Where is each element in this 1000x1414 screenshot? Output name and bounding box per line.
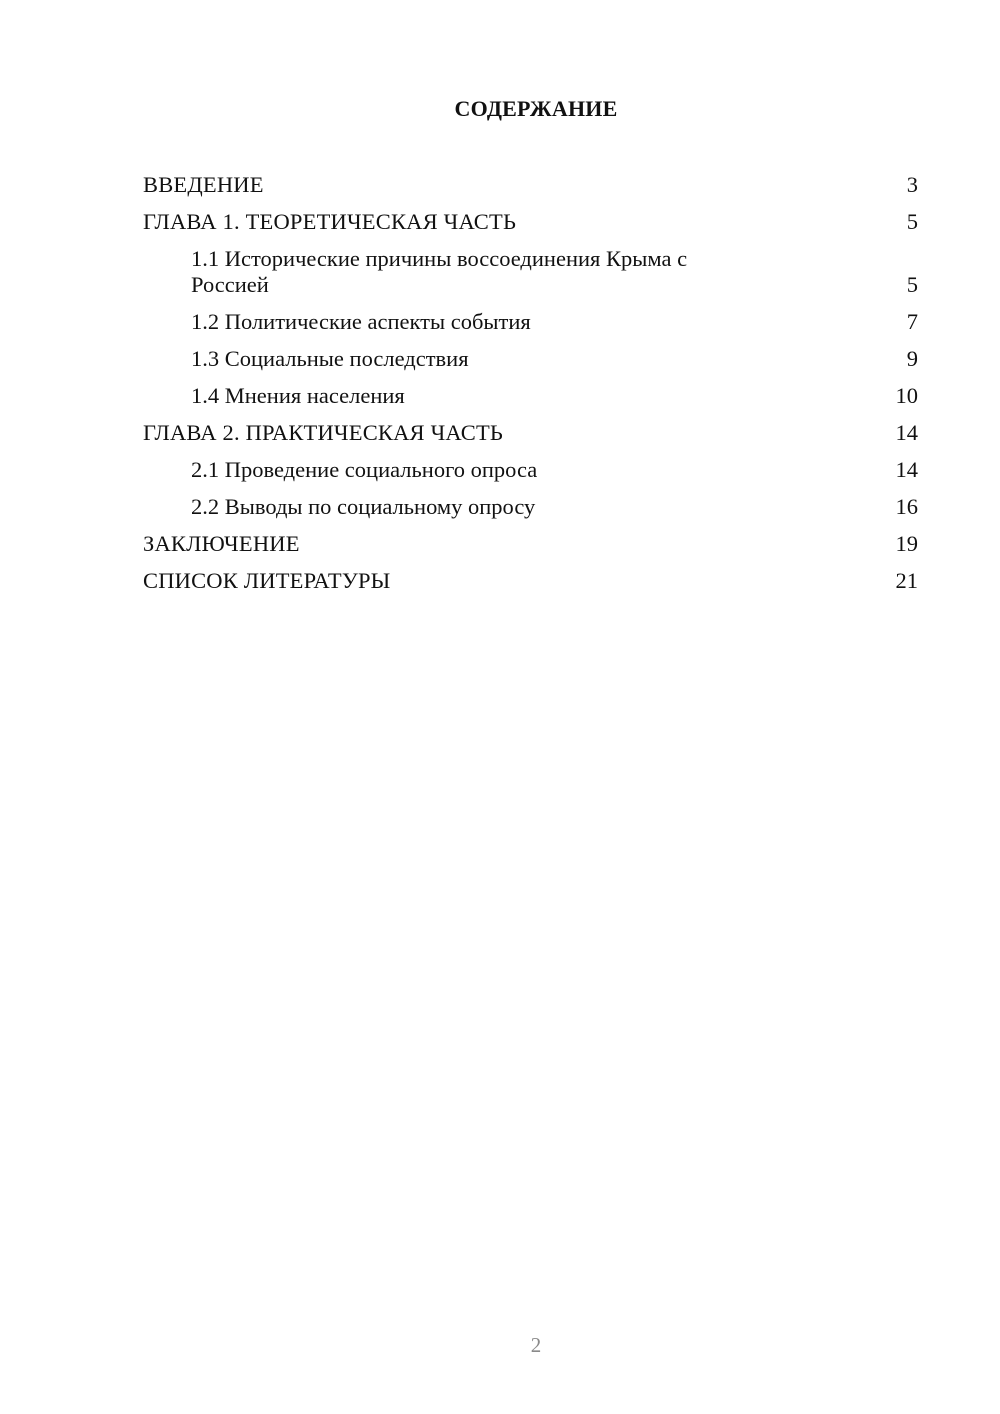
table-of-contents <box>143 168 918 601</box>
toc-entry-page: 14 <box>895 420 918 445</box>
toc-entry[interactable] <box>143 205 918 242</box>
toc-entry-label: ВВЕДЕНИЕ <box>143 172 264 197</box>
toc-entry-page: 7 <box>906 309 918 334</box>
toc-entry-page: 3 <box>906 172 918 197</box>
page-number: 2 <box>530 1333 542 1357</box>
toc-entry-label: 1.4 Мнения населения <box>191 383 405 408</box>
toc-entry-label: ЗАКЛЮЧЕНИЕ <box>143 531 300 556</box>
toc-entry-label: 1.1 Исторические причины воссоединения Крыма с Россией <box>191 246 688 297</box>
toc-entry[interactable] <box>143 564 918 601</box>
toc-entry-page: 21 <box>895 568 918 593</box>
toc-entry[interactable] <box>143 453 918 490</box>
toc-entry-page: 5 <box>906 209 918 234</box>
toc-entry-page: 5 <box>906 272 918 297</box>
toc-entry[interactable] <box>143 527 918 564</box>
toc-entry[interactable] <box>143 168 918 205</box>
toc-entry[interactable] <box>143 342 918 379</box>
toc-entry[interactable] <box>143 379 918 416</box>
toc-entry[interactable] <box>143 416 918 453</box>
toc-entry-page: 16 <box>895 494 918 519</box>
toc-entry-label: СПИСОК ЛИТЕРАТУРЫ <box>143 568 391 593</box>
toc-entry-page: 19 <box>895 531 918 556</box>
toc-entry-label: 1.2 Политические аспекты события <box>191 309 531 334</box>
toc-entry[interactable] <box>143 490 918 527</box>
toc-entry-page: 14 <box>895 457 918 482</box>
toc-entry-page: 10 <box>895 383 918 408</box>
toc-entry-label: 1.3 Социальные последствия <box>191 346 469 371</box>
toc-entry-page: 9 <box>906 346 918 371</box>
toc-entry-label: 2.2 Выводы по социальному опросу <box>191 494 536 519</box>
toc-entry[interactable] <box>143 242 918 305</box>
toc-title: СОДЕРЖАНИЕ <box>454 96 618 121</box>
toc-entry-label: ГЛАВА 1. ТЕОРЕТИЧЕСКАЯ ЧАСТЬ <box>143 209 517 234</box>
toc-entry-label: 2.1 Проведение социального опроса <box>191 457 538 482</box>
toc-entry-label: ГЛАВА 2. ПРАКТИЧЕСКАЯ ЧАСТЬ <box>143 420 504 445</box>
toc-entry[interactable] <box>143 305 918 342</box>
